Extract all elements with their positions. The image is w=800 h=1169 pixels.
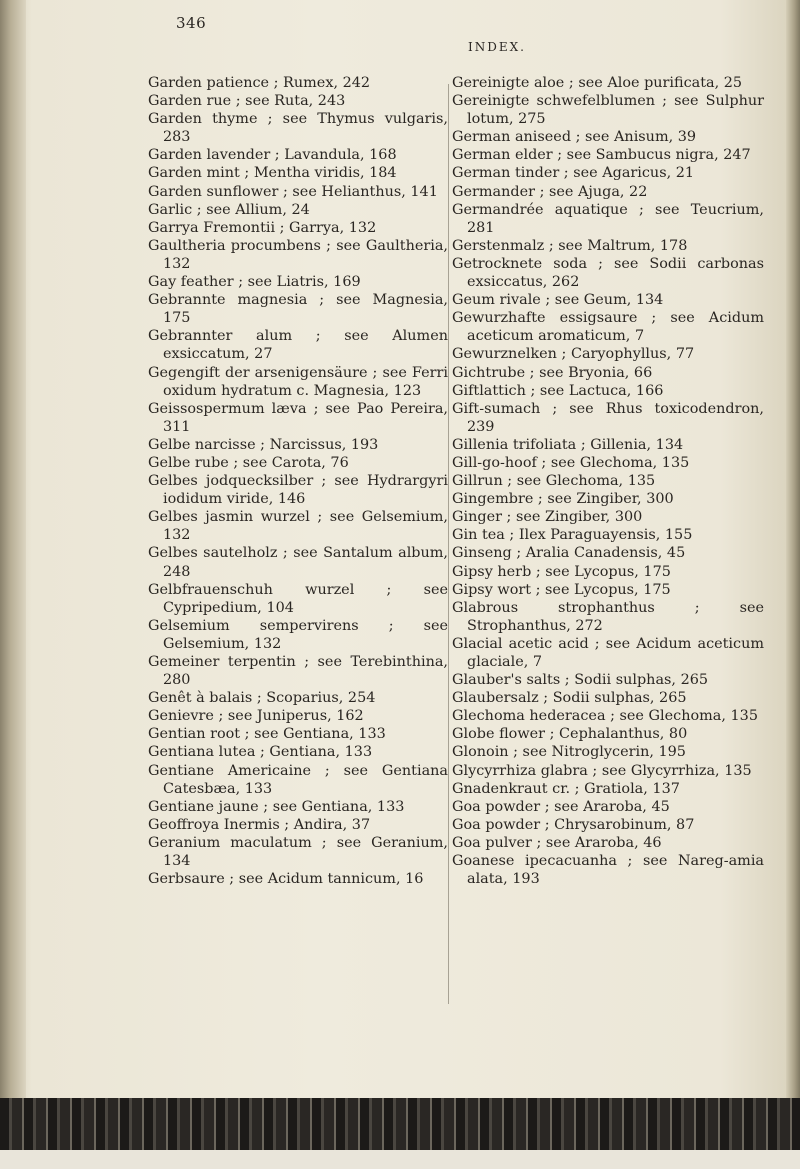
index-entry: Garden sunflower ; see Helianthus, 141 <box>148 183 438 200</box>
page-left-edge <box>0 0 26 1100</box>
index-entry: Gentiane Americaine ; see Gentiana Catesbæa, 133 <box>148 762 448 797</box>
index-entry: Glacial acetic acid ; see Acidum aceticum glaciale, 7 <box>452 635 764 670</box>
index-entry: Glabrous strophanthus ; see Strophanthus, 272 <box>452 599 764 634</box>
index-entry: Gelbe rube ; see Carota, 76 <box>148 454 349 471</box>
index-entry: Gentiana lutea ; Gentiana, 133 <box>148 744 373 761</box>
index-entry: Gelbes jasmin wurzel ; see Gelsemium, 132 <box>148 509 448 544</box>
index-entry: Gipsy wort ; see Lycopus, 175 <box>452 581 671 598</box>
index-entry: Geum rivale ; see Geum, 134 <box>452 292 664 309</box>
index-entry: Gewurzhafte essigsaure ; see Acidum aceticum aromaticum, 7 <box>452 310 764 345</box>
page-number: 346 <box>176 14 207 32</box>
index-entry: Geissospermum læva ; see Pao Pereira, 311 <box>148 400 448 435</box>
index-entry: Gill-go-hoof ; see Glechoma, 135 <box>452 454 690 471</box>
running-head: INDEX. <box>468 40 526 54</box>
index-entry: Garden rue ; see Ruta, 243 <box>148 93 346 110</box>
index-entry: Gelbe narcisse ; Narcissus, 193 <box>148 436 379 453</box>
index-entry: Gelsemium sempervirens ; see Gelsemium, 132 <box>148 617 448 652</box>
index-entry: Gemeiner terpentin ; see Terebinthina, 280 <box>148 654 448 689</box>
index-entry: Gaultheria procumbens ; see Gaultheria, 132 <box>148 237 448 272</box>
index-entry: Ginger ; see Zingiber, 300 <box>452 509 643 526</box>
index-entry: Gereinigte aloe ; see Aloe purificata, 25 <box>452 75 743 91</box>
index-entry: German elder ; see Sambucus nigra, 247 <box>452 147 751 164</box>
index-entry: Gereinigte schwefelblumen ; see Sulphur lotum, 275 <box>452 93 764 128</box>
index-entry: Glaubersalz ; Sodii sulphas, 265 <box>452 690 687 707</box>
index-entry: Gerstenmalz ; see Maltrum, 178 <box>452 237 688 254</box>
index-entry: German tinder ; see Agaricus, 21 <box>452 165 695 182</box>
index-entry: Garden lavender ; Lavandula, 168 <box>148 147 397 164</box>
index-entry: Gay feather ; see Liatris, 169 <box>148 274 361 291</box>
index-entry: Garden patience ; Rumex, 242 <box>148 75 371 91</box>
index-entry: Gelbes sautelholz ; see Santalum album, 248 <box>148 545 448 580</box>
index-entry: Geoffroya Inermis ; Andira, 37 <box>148 816 371 833</box>
index-entry: Gnadenkraut cr. ; Gratiola, 137 <box>452 780 680 797</box>
index-entry: Gelbfrauenschuh wurzel ; see Cypripedium, 104 <box>148 581 448 616</box>
index-entry: Gewurznelken ; Caryophyllus, 77 <box>452 346 695 363</box>
index-entry: Gift-sumach ; see Rhus toxicodendron, 239 <box>452 400 764 435</box>
index-entry: Goa pulver ; see Araroba, 46 <box>452 834 662 851</box>
index-entry: Globe flower ; Cephalanthus, 80 <box>452 726 688 743</box>
index-entry: Garden mint ; Mentha viridis, 184 <box>148 165 397 182</box>
index-entry: Gipsy herb ; see Lycopus, 175 <box>452 563 671 580</box>
scan-bottom-strip <box>0 1150 800 1169</box>
index-entry: German aniseed ; see Anisum, 39 <box>452 129 697 146</box>
page-right-edge <box>786 0 800 1169</box>
index-entry: Gebrannter alum ; see Alumen exsiccatum, 27 <box>148 328 448 363</box>
index-entry: Glycyrrhiza glabra ; see Glycyrrhiza, 135 <box>452 762 752 779</box>
index-entry: Gillrun ; see Glechoma, 135 <box>452 473 656 490</box>
index-entry: Glonoin ; see Nitroglycerin, 195 <box>452 744 686 761</box>
index-entry: Goa powder ; see Araroba, 45 <box>452 798 670 815</box>
index-entry: Gichtrube ; see Bryonia, 66 <box>452 364 653 381</box>
index-column-left <box>148 74 448 888</box>
index-entry: Germander ; see Ajuga, 22 <box>452 183 648 200</box>
index-entry: Goa powder ; Chrysarobinum, 87 <box>452 816 695 833</box>
index-entry: Glechoma hederacea ; see Glechoma, 135 <box>452 708 758 725</box>
index-entry: Gebrannte magnesia ; see Magnesia, 175 <box>148 292 448 327</box>
index-entry: Genievre ; see Juniperus, 162 <box>148 708 364 725</box>
index-entry: Geranium maculatum ; see Geranium, 134 <box>148 834 448 870</box>
index-entry: Gentiane jaune ; see Gentiana, 133 <box>148 798 405 815</box>
index-entry: Garlic ; see Allium, 24 <box>148 201 310 218</box>
index-entry: Gegengift der arsenigensäure ; see Ferri oxidum hydratum c. Magnesia, 123 <box>148 364 448 399</box>
index-entry: Goanese ipecacuanha ; see Nareg-amia alata, 193 <box>452 853 764 888</box>
index-entry: Glauber's salts ; Sodii sulphas, 265 <box>452 672 709 689</box>
index-entry: Gin tea ; Ilex Paraguayensis, 155 <box>452 527 693 544</box>
index-entry: Giftlattich ; see Lactuca, 166 <box>452 382 664 399</box>
index-entry: Gingembre ; see Zingiber, 300 <box>452 491 674 508</box>
index-entry: Ginseng ; Aralia Canadensis, 45 <box>452 545 686 562</box>
index-entry: Gillenia trifoliata ; Gillenia, 134 <box>452 436 684 453</box>
index-entry: Gerbsaure ; see Acidum tannicum, 16 <box>148 871 424 888</box>
column-divider <box>448 84 449 1004</box>
index-entry: Gelbes jodquecksilber ; see Hydrargyri iodidum viride, 146 <box>148 473 448 508</box>
index-entry: Garrya Fremontii ; Garrya, 132 <box>148 219 377 236</box>
index-entry: Genêt à balais ; Scoparius, 254 <box>148 690 376 707</box>
index-entry: Gentian root ; see Gentiana, 133 <box>148 726 386 743</box>
index-entry: Getrocknete soda ; see Sodii carbonas exsiccatus, 262 <box>452 255 764 291</box>
index-entry: Germandrée aquatique ; see Teucrium, 281 <box>452 201 764 236</box>
index-entry: Garden thyme ; see Thymus vulgaris, 283 <box>148 111 448 146</box>
index-column-right <box>452 74 764 888</box>
